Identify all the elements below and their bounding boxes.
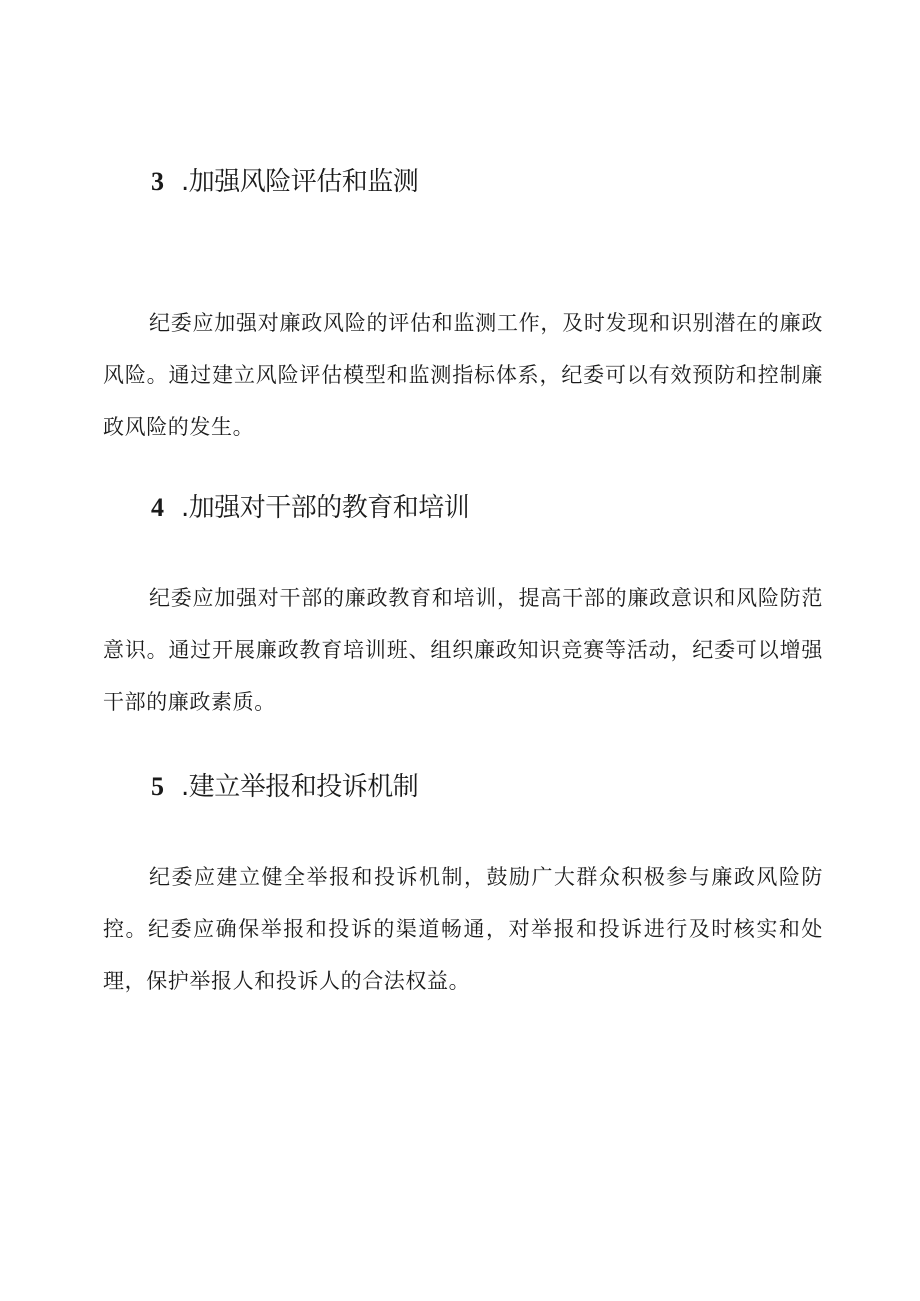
section-paragraph: 纪委应加强对廉政风险的评估和监测工作，及时发现和识别潜在的廉政风险。通过建立风险评估模型和监测指标体系，纪委可以有效预防和控制廉政风险的发生。: [103, 311, 823, 439]
section-number: 5: [151, 772, 164, 801]
section-heading: [103, 770, 823, 804]
section-paragraph: 纪委应建立健全举报和投诉机制，鼓励广大群众积极参与廉政风险防控。纪委应确保举报和投诉的渠道畅通，对举报和投诉进行及时核实和处理，保护举报人和投诉人的合法权益。: [103, 865, 823, 993]
section-3: [103, 165, 823, 453]
section-number: 3: [151, 167, 164, 196]
section-title: .建立举报和投诉机制: [181, 772, 419, 802]
section-5: [103, 770, 823, 1007]
section-title: .加强对干部的教育和培训: [181, 493, 470, 523]
section-4: [103, 491, 823, 728]
section-number: 4: [151, 493, 164, 522]
section-heading: [103, 491, 823, 525]
section-heading: [103, 165, 823, 199]
section-title: .加强风险评估和监测: [181, 167, 419, 197]
section-paragraph: 纪委应加强对干部的廉政教育和培训，提高干部的廉政意识和风险防范意识。通过开展廉政教育培训班、组织廉政知识竞赛等活动，纪委可以增强干部的廉政素质。: [103, 586, 823, 714]
